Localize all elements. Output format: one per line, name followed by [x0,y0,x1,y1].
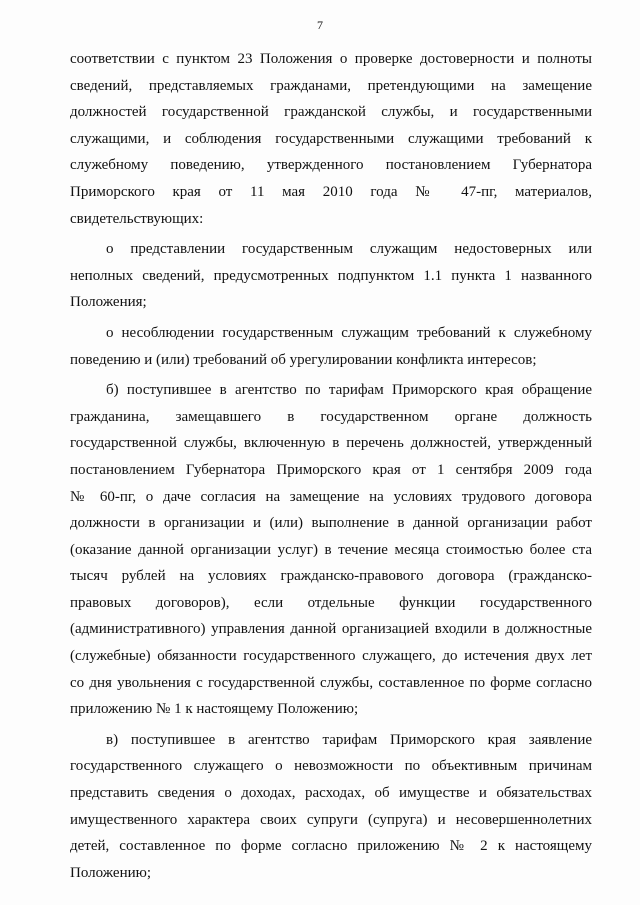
text-line: (служебные) обязанности государственного служащего, до истечения двух лет [70,648,592,665]
text-line: Положению; [70,864,151,881]
text-line: б) поступившее в агентство по тарифам Приморского края обращение [106,382,592,399]
text-line: государственной службы, включенную в перечень должностей, утвержденный [70,435,592,452]
text-line: служебному поведению, утвержденного постановлением Губернатора [70,157,592,174]
text-line: сведений, представляемых гражданами, претендующими на замещение [70,77,592,94]
text-line: Положения; [70,294,147,311]
text-line: (оказание данной организации услуг) в течение месяца стоимостью более ста [70,541,592,558]
paragraph-item-v [70,727,592,887]
text-line: тысяч рублей на условиях гражданско-правового договора (гражданско- [70,568,592,585]
text-line: должности в организации и (или) выполнение в данной организации работ [70,515,592,532]
document-body [70,46,592,886]
text-line: постановлением Губернатора Приморского края от 1 сентября 2009 года [70,461,592,478]
text-line: о несоблюдении государственным служащим требований к служебному [106,324,592,341]
text-line: (административного) управления данной организацией входили в должностные [70,621,592,638]
text-line: государственного служащего о невозможности по объективным причинам [70,758,592,775]
text-line: в) поступившее в агентство тарифам Приморского края заявление [106,731,592,748]
text-line: соответствии с пунктом 23 Положения о проверке достоверности и полноты [70,51,592,67]
text-line: приложению № 1 к настоящему Положению; [70,701,359,718]
text-line: № 60-пг, о даче согласия на замещение на условиях трудового договора [70,488,592,505]
text-line: детей, составленное по форме согласно приложению № 2 к настоящему [70,838,592,855]
paragraph-item-b [70,377,592,723]
text-line: должностей государственной гражданской службы, и государственными [70,104,592,121]
text-line: служащими, и соблюдения государственными служащими требований к [70,130,592,147]
text-line: правовых договоров), если отдельные функции государственного [70,594,592,611]
text-line: неполных сведений, предусмотренных подпунктом 1.1 пункта 1 названного [70,267,592,284]
text-line: о представлении государственным служащим недостоверных или [106,241,592,258]
page-number: 7 [317,18,323,32]
text-line: со дня увольнения с государственной службы, составленное по форме согласно [70,674,592,691]
text-line: имущественного характера своих супруги (супруга) и несовершеннолетних [70,811,592,828]
text-line: Приморского края от 11 мая 2010 года № 47-пг, материалов, [70,183,592,200]
paragraph-noncompliance [70,320,592,373]
text-line: свидетельствующих: [70,210,204,227]
text-line: представить сведения о доходах, расходах, об имуществе и обязательствах [70,785,592,802]
text-line: гражданина, замещавшего в государственном органе должность [70,408,592,425]
paragraph-false-info [70,236,592,316]
text-line: поведению и (или) требований об урегулировании конфликта интересов; [70,351,537,368]
paragraph-continuation [70,46,592,232]
